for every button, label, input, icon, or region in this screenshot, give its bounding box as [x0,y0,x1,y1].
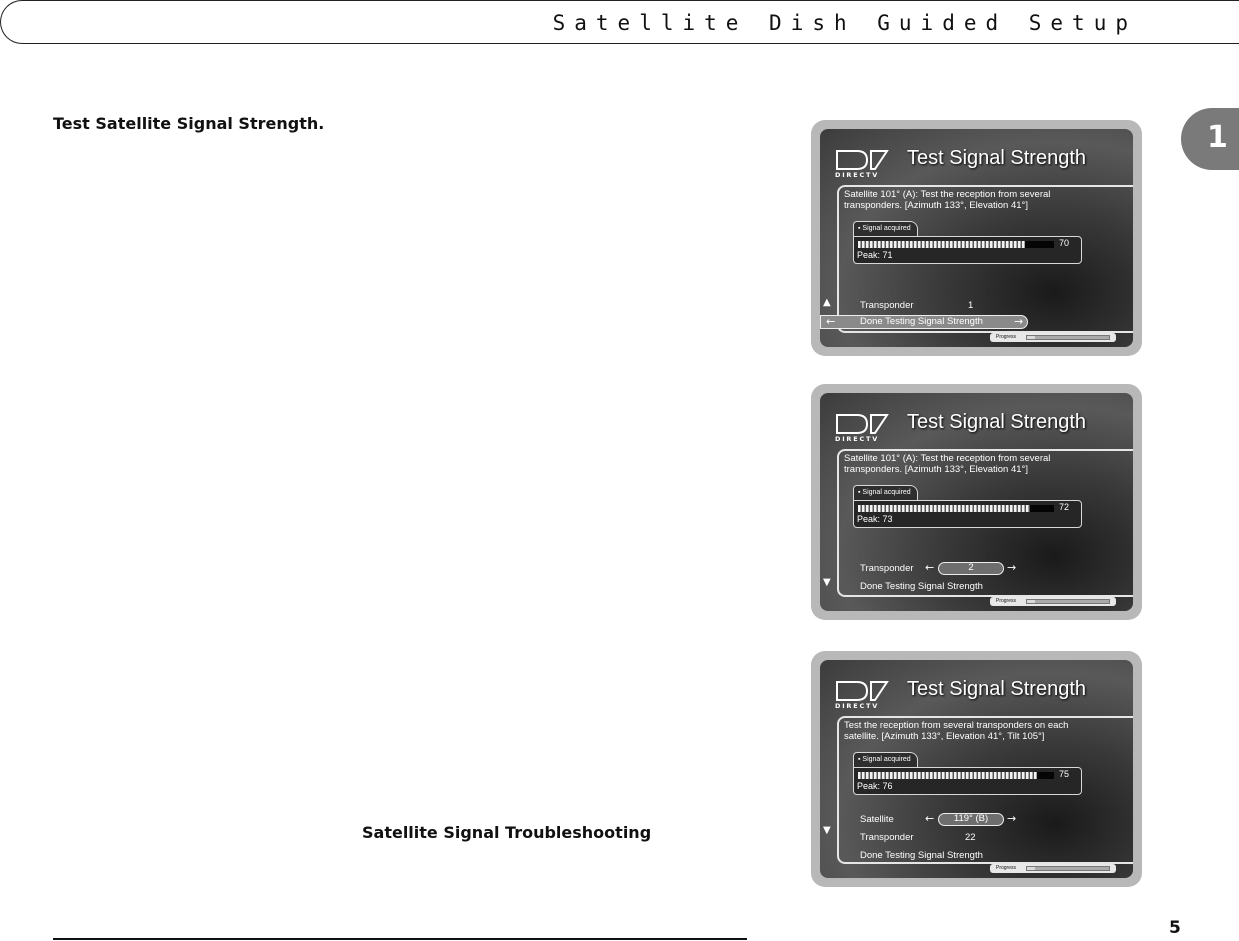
screen-title: Test Signal Strength [907,147,1086,169]
header-bar [0,0,1239,44]
arrow-left-icon[interactable]: ← [925,561,935,574]
progress-track [1026,599,1110,604]
signal-peak: Peak: 76 [857,781,893,791]
signal-meter-panel [853,500,1082,528]
progress-fill [1027,336,1035,339]
arrow-left-icon[interactable]: ← [925,812,935,825]
logo-wordmark: DIRECTV [835,435,880,443]
screen-description: Satellite 101° (A): Test the reception from several transponders. [Azimuth 133°, Elevation 41°] [844,453,1051,475]
transponder-value[interactable]: 1 [968,300,974,311]
signal-acquired-tab: ▪ Signal acquired [853,485,918,500]
signal-meter-fill [858,505,1030,512]
transponder-label: Transponder [860,563,914,574]
footer-divider [53,938,747,940]
arrow-right-icon[interactable]: → [1014,315,1024,328]
transponder-label: Transponder [860,832,914,843]
screen-title: Test Signal Strength [907,411,1086,433]
screenshot-test-signal-3 [811,651,1142,887]
directv-logo [835,413,889,449]
progress-label: Progress [996,334,1017,340]
logo-wordmark: DIRECTV [835,171,880,179]
signal-meter-panel [853,767,1082,795]
satellite-selector[interactable]: 119° (B) [938,813,1004,826]
tv-screen [820,393,1133,611]
signal-value: 75 [1059,769,1070,779]
satellite-label: Satellite [860,814,894,825]
progress-label: Progress [996,865,1017,871]
directv-logo [835,149,889,185]
progress-fill [1027,867,1035,870]
signal-meter [858,772,1054,779]
signal-meter-fill [858,772,1037,779]
tv-screen [820,660,1133,878]
progress-label: Progress [996,598,1017,604]
progress-track [1026,866,1110,871]
chapter-number: 1 [1207,120,1228,155]
signal-meter [858,505,1054,512]
progress-indicator [990,864,1116,873]
chapter-tab [1181,108,1239,170]
page-header-title: Satellite Dish Guided Setup [552,11,1137,35]
signal-meter-fill [858,241,1025,248]
signal-acquired-tab: ▪ Signal acquired [853,221,918,236]
screen-description: Satellite 101° (A): Test the reception from several transponders. [Azimuth 133°, Elevation 41°] [844,189,1051,211]
progress-indicator [990,333,1116,342]
arrow-right-icon[interactable]: → [1007,812,1017,825]
screen-title: Test Signal Strength [907,678,1086,700]
scroll-up-icon[interactable]: ▲ [823,297,831,308]
signal-value: 70 [1059,238,1070,248]
progress-indicator [990,597,1116,606]
screenshot-test-signal-1 [811,120,1142,356]
transponder-selector[interactable]: 2 [938,562,1004,575]
arrow-right-icon[interactable]: → [1007,561,1017,574]
page-number: 5 [1169,918,1181,938]
signal-acquired-tab: ▪ Signal acquired [853,752,918,767]
transponder-label: Transponder [860,300,914,311]
screenshot-test-signal-2 [811,384,1142,620]
done-testing-option[interactable]: Done Testing Signal Strength [860,850,983,861]
tv-screen [820,129,1133,347]
signal-meter [858,241,1054,248]
done-testing-option[interactable] [820,315,1028,329]
done-testing-label: Done Testing Signal Strength [860,316,983,327]
troubleshooting-link[interactable]: Satellite Signal Troubleshooting [362,823,652,842]
signal-peak: Peak: 73 [857,514,893,524]
progress-track [1026,335,1110,340]
progress-fill [1027,600,1035,603]
logo-wordmark: DIRECTV [835,702,880,710]
signal-value: 72 [1059,502,1070,512]
screen-description: Test the reception from several transponders on each satellite. [Azimuth 133°, Elevation 41°, Tilt 105°] [844,720,1069,742]
section-heading: Test Satellite Signal Strength. [53,114,325,133]
directv-logo [835,680,889,716]
arrow-left-icon[interactable]: ← [826,315,836,328]
signal-peak: Peak: 71 [857,250,893,260]
signal-meter-panel [853,236,1082,264]
scroll-down-icon[interactable]: ▼ [823,825,831,836]
done-testing-option[interactable]: Done Testing Signal Strength [860,581,983,592]
scroll-down-icon[interactable]: ▼ [823,577,831,588]
transponder-value[interactable]: 22 [965,832,976,843]
